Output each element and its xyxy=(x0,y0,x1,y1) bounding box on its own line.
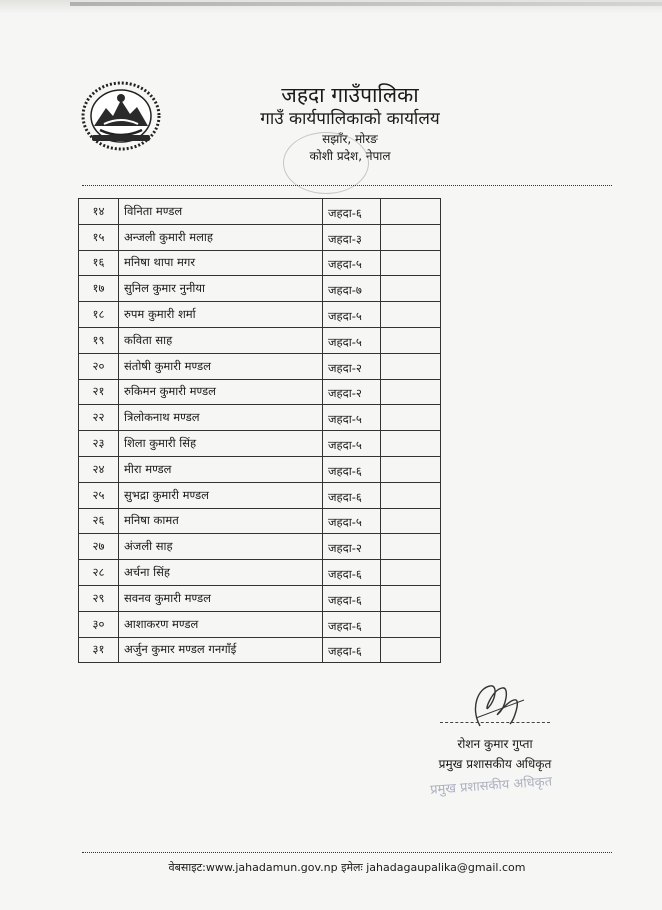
row-blank-cell xyxy=(381,560,441,586)
email-label: इमेलः xyxy=(341,861,363,874)
row-ward: जहदा-६ xyxy=(323,456,381,482)
row-name: संतोषी कुमारी मण्डल xyxy=(119,353,323,379)
row-blank-cell xyxy=(381,199,441,225)
row-blank-cell xyxy=(381,534,441,560)
row-number: २६ xyxy=(79,508,119,534)
row-ward: जहदा-५ xyxy=(323,250,381,276)
row-number: १७ xyxy=(79,276,119,302)
table-row xyxy=(79,534,441,560)
row-number: २१ xyxy=(79,379,119,405)
row-number: १८ xyxy=(79,302,119,328)
table-row xyxy=(79,327,441,353)
table-row xyxy=(79,431,441,457)
row-number: ३० xyxy=(79,611,119,637)
row-blank-cell xyxy=(381,508,441,534)
row-blank-cell xyxy=(381,250,441,276)
row-number: २८ xyxy=(79,560,119,586)
row-name: मीरा मण्डल xyxy=(119,456,323,482)
row-blank-cell xyxy=(381,224,441,250)
row-number: २० xyxy=(79,353,119,379)
row-name: सुभद्रा कुमारी मण्डल xyxy=(119,482,323,508)
row-ward: जहदा-६ xyxy=(323,585,381,611)
roster-table xyxy=(78,198,441,663)
row-name: सुनिल कुमार नुनीया xyxy=(119,276,323,302)
row-name: मनिषा थापा मगर xyxy=(119,250,323,276)
row-name: मनिषा कामत xyxy=(119,508,323,534)
row-blank-cell xyxy=(381,276,441,302)
row-ward: जहदा-२ xyxy=(323,353,381,379)
organization-name: जहदा गाउँपालिका xyxy=(281,83,419,107)
row-name: शिला कुमारी सिंह xyxy=(119,431,323,457)
table-row xyxy=(79,585,441,611)
row-name: अर्जुन कुमार मण्डल गनगाँई xyxy=(119,637,323,663)
signatory-block xyxy=(420,734,570,774)
signature-icon xyxy=(440,678,550,738)
row-blank-cell xyxy=(381,327,441,353)
row-ward: जहदा-७ xyxy=(323,276,381,302)
table-row xyxy=(79,637,441,663)
row-number: २३ xyxy=(79,431,119,457)
row-ward: जहदा-५ xyxy=(323,327,381,353)
row-name: रुकिमन कुमारी मण्डल xyxy=(119,379,323,405)
footer-divider xyxy=(82,852,612,853)
row-ward: जहदा-५ xyxy=(323,302,381,328)
row-name: अर्चना सिंह xyxy=(119,560,323,586)
row-blank-cell xyxy=(381,302,441,328)
row-name: त्रिलोकनाथ मण्डल xyxy=(119,405,323,431)
table-row xyxy=(79,353,441,379)
table-row xyxy=(79,482,441,508)
row-name: विनिता मण्डल xyxy=(119,199,323,225)
row-blank-cell xyxy=(381,353,441,379)
row-number: ३१ xyxy=(79,637,119,663)
table-row xyxy=(79,560,441,586)
row-blank-cell xyxy=(381,405,441,431)
header-divider xyxy=(82,185,612,186)
row-blank-cell xyxy=(381,431,441,457)
row-name: अंजली साह xyxy=(119,534,323,560)
table-row xyxy=(79,302,441,328)
row-ward: जहदा-५ xyxy=(323,405,381,431)
row-ward: जहदा-५ xyxy=(323,508,381,534)
row-ward: जहदा-६ xyxy=(323,560,381,586)
table-row xyxy=(79,276,441,302)
row-ward: जहदा-३ xyxy=(323,224,381,250)
table-row xyxy=(79,224,441,250)
website-link[interactable]: www.jahadamun.gov.np xyxy=(205,861,338,874)
scan-edge-line xyxy=(70,2,662,6)
email-link[interactable]: jahadagaupalika@gmail.com xyxy=(366,861,526,874)
row-name: सवनव कुमारी मण्डल xyxy=(119,585,323,611)
row-blank-cell xyxy=(381,611,441,637)
table-row xyxy=(79,379,441,405)
table-row xyxy=(79,508,441,534)
office-name: गाउँ कार्यपालिकाको कार्यालय xyxy=(260,109,440,129)
row-ward: जहदा-२ xyxy=(323,534,381,560)
signatory-title: प्रमुख प्रशासकीय अधिकृत xyxy=(438,757,552,771)
address-line-2: कोशी प्रदेश, नेपाल xyxy=(309,149,391,163)
contact-footer xyxy=(82,860,612,875)
row-name: आशाकरण मण्डल xyxy=(119,611,323,637)
row-blank-cell xyxy=(381,637,441,663)
government-emblem-icon xyxy=(80,80,162,152)
row-blank-cell xyxy=(381,585,441,611)
row-name: अन्जली कुमारी मलाह xyxy=(119,224,323,250)
table-row xyxy=(79,611,441,637)
row-number: १९ xyxy=(79,327,119,353)
row-number: १६ xyxy=(79,250,119,276)
row-number: १४ xyxy=(79,199,119,225)
website-label: वेबसाइट: xyxy=(168,861,206,874)
address-line-1: सझाँर, मोरङ xyxy=(322,132,378,146)
table-row xyxy=(79,250,441,276)
row-ward: जहदा-६ xyxy=(323,482,381,508)
signatory-name: रोशन कुमार गुप्ता xyxy=(457,737,533,751)
row-blank-cell xyxy=(381,379,441,405)
row-name: कविता साह xyxy=(119,327,323,353)
designation-stamp: प्रमुख प्रशासकीय अधिकृत xyxy=(429,774,553,798)
signature-line xyxy=(440,722,550,723)
row-number: २४ xyxy=(79,456,119,482)
row-ward: जहदा-६ xyxy=(323,637,381,663)
row-blank-cell xyxy=(381,456,441,482)
table-row xyxy=(79,199,441,225)
row-blank-cell xyxy=(381,482,441,508)
row-ward: जहदा-५ xyxy=(323,431,381,457)
row-number: १५ xyxy=(79,224,119,250)
table-row xyxy=(79,405,441,431)
row-ward: जहदा-६ xyxy=(323,611,381,637)
row-ward: जहदा-६ xyxy=(323,199,381,225)
table-row xyxy=(79,456,441,482)
row-name: रुपम कुमारी शर्मा xyxy=(119,302,323,328)
row-number: २७ xyxy=(79,534,119,560)
row-number: २२ xyxy=(79,405,119,431)
row-number: २९ xyxy=(79,585,119,611)
row-number: २५ xyxy=(79,482,119,508)
row-ward: जहदा-२ xyxy=(323,379,381,405)
